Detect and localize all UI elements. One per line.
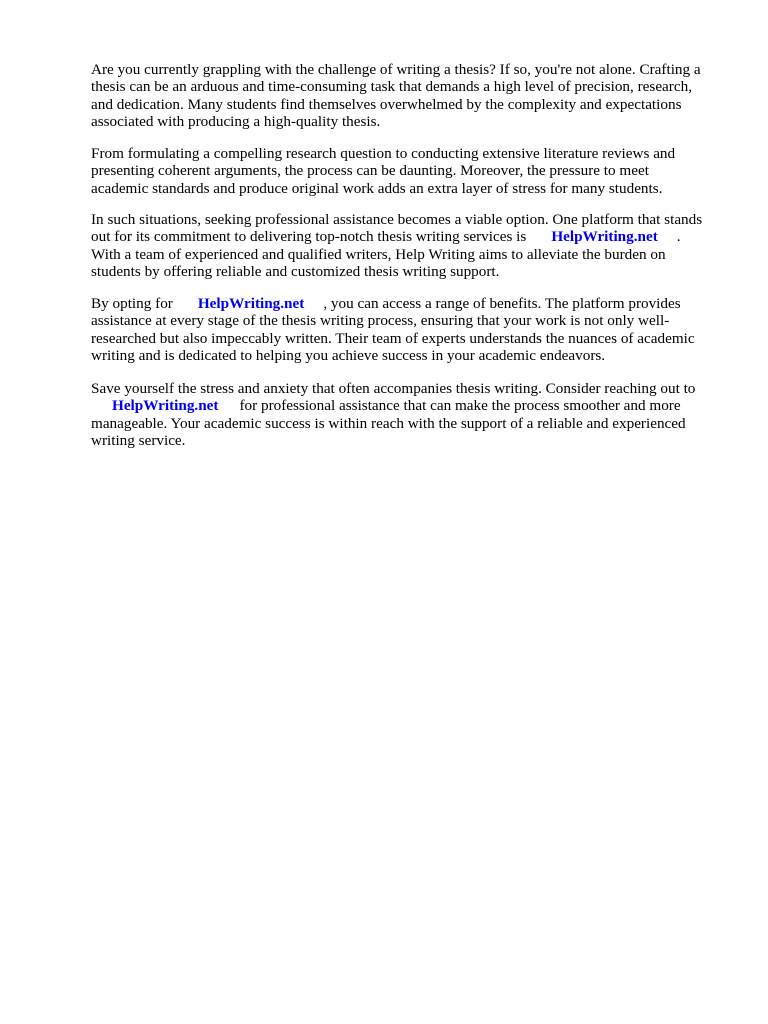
helpwriting-link[interactable]: HelpWriting.net xyxy=(197,295,305,312)
text-line: writing and is dedicated to helping you achieve success in your academic endeavors. xyxy=(91,347,606,365)
text-line: academic standards and produce original work adds an extra layer of stress for many students. xyxy=(91,179,663,197)
text-line: From formulating a compelling research question to conducting extensive literature reviews and xyxy=(91,145,676,162)
text-line: writing service. xyxy=(91,432,186,450)
text-line: thesis can be an arduous and time-consuming task that demands a high level of precision, research, xyxy=(91,78,692,96)
helpwriting-link[interactable]: HelpWriting.net xyxy=(112,397,219,415)
text-line: Save yourself the stress and anxiety that often accompanies thesis writing. Consider reaching out to xyxy=(91,380,696,397)
text-line: With a team of experienced and qualified writers, Help Writing aims to alleviate the burden on xyxy=(91,245,666,263)
text-segment: By opting for xyxy=(91,295,173,312)
text-line-with-link xyxy=(91,397,731,414)
paragraph-assistance xyxy=(91,211,731,281)
text-line: researched but also impeccably written. Their team of experts understands the nuances of academic xyxy=(91,329,695,347)
helpwriting-link[interactable]: HelpWriting.net xyxy=(551,228,658,246)
paragraph-benefits xyxy=(91,295,731,365)
text-segment: , you can access a range of benefits. The platform provides xyxy=(323,295,681,312)
text-line: students by offering reliable and customized thesis writing support. xyxy=(91,263,500,281)
text-line: manageable. Your academic success is within reach with the support of a reliable and experienced xyxy=(91,414,686,432)
text-line-with-link xyxy=(91,295,731,312)
text-segment: for professional assistance that can make the process smoother and more xyxy=(239,397,681,415)
text-segment: . xyxy=(676,228,681,246)
paragraph-conclusion xyxy=(91,380,731,450)
text-line: assistance at every stage of the thesis writing process, ensuring that your work is not only well- xyxy=(91,312,670,330)
text-line: associated with producing a high-quality thesis. xyxy=(91,113,381,131)
text-line-with-link xyxy=(91,228,731,245)
text-line: Are you currently grappling with the challenge of writing a thesis? If so, you're not alone. Crafting a xyxy=(91,61,701,78)
text-line: presenting coherent arguments, the process can be daunting. Moreover, the pressure to meet xyxy=(91,162,649,180)
text-line: In such situations, seeking professional assistance becomes a viable option. One platform that stands xyxy=(91,211,703,228)
paragraph-intro xyxy=(91,61,731,131)
text-line: and dedication. Many students find themselves overwhelmed by the complexity and expectations xyxy=(91,95,682,113)
paragraph-process xyxy=(91,145,731,197)
text-segment: out for its commitment to delivering top-notch thesis writing services is xyxy=(91,228,527,246)
